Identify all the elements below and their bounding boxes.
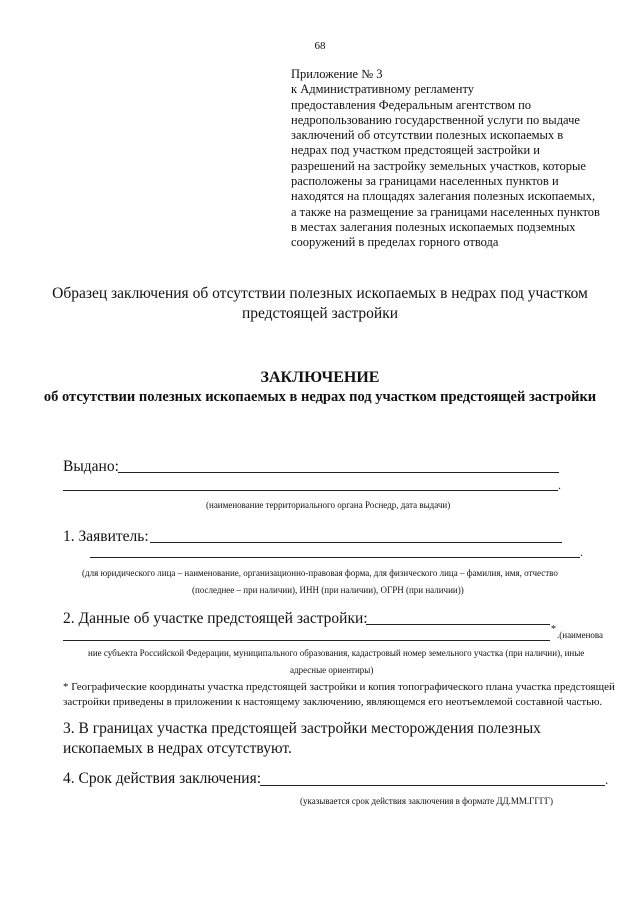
section-3-text: 3. В границах участка предстоящей застройки месторождения полезных ископаемых в недрах отсутствуют.	[63, 720, 541, 757]
document-subtitle: об отсутствии полезных ископаемых в недрах под участком предстоящей застройки	[43, 389, 597, 405]
annex-line: а также на размещение за границами населенных пунктов	[291, 204, 600, 219]
applicant-label: 1. Заявитель:	[63, 528, 149, 545]
applicant-end-mark: .	[580, 545, 583, 559]
annex-line: предоставления Федеральным агентством по	[291, 97, 532, 112]
site-caption-3: адресные ориентиры)	[290, 665, 374, 675]
applicant-field-line-2[interactable]	[90, 557, 580, 558]
issued-caption: (наименование территориального органа Роснедр, дата выдачи)	[206, 500, 451, 510]
annex-line: расположены за границами населенных пунктов и	[291, 174, 559, 189]
applicant-caption-2: (последнее – при наличии), ИНН (при наличии), ОГРН (при наличии))	[192, 585, 464, 595]
annex-line: к Административному регламенту	[291, 82, 475, 97]
issued-field-line[interactable]	[118, 472, 559, 473]
annex-line: недропользованию государственной услуги по выдаче	[291, 112, 580, 127]
validity-field-line[interactable]	[260, 785, 605, 786]
issued-end-mark: .	[558, 478, 561, 492]
document-title: ЗАКЛЮЧЕНИЕ	[260, 369, 380, 386]
site-footnote-mark: *	[551, 624, 556, 635]
site-field-line-2[interactable]	[63, 640, 550, 641]
validity-end-mark: .	[605, 772, 609, 787]
site-caption-1: .(наименова	[557, 630, 604, 640]
sample-title: Образец заключения об отсутствии полезных ископаемых в недрах под участком предстоящей застройки	[52, 285, 588, 322]
site-label: 2. Данные об участке предстоящей застройки:	[63, 610, 368, 627]
annex-line: сооружений в пределах горного отвода	[291, 235, 499, 250]
page-number: 68	[314, 40, 326, 52]
annex-line: находятся на площадях залегания полезных ископаемых,	[291, 189, 596, 204]
applicant-caption-1: (для юридического лица – наименование, организационно-правовая форма, для физического лица – фамилия, имя, отчество	[82, 568, 558, 578]
issued-field-line-2[interactable]	[63, 490, 558, 491]
validity-caption: (указывается срок действия заключения в формате ДД.ММ.ГГГГ)	[300, 796, 553, 806]
site-footnote: * Географические координаты участка предстоящей застройки и копия топографического плана участка предстоящей застройки приведены в приложении к настоящему заключению, являющемся его неотъемлемой составной частью.	[63, 681, 615, 708]
issued-label: Выдано:	[63, 458, 119, 475]
annex-line: заключений об отсутствии полезных ископаемых в	[291, 128, 564, 143]
site-field-line[interactable]	[366, 624, 550, 625]
annex-header	[291, 67, 600, 251]
annex-line: Приложение № 3	[291, 67, 383, 81]
annex-line: в местах залегания полезных ископаемых подземных	[291, 219, 576, 234]
annex-line: недрах под участком предстоящей застройки и	[291, 143, 540, 158]
site-caption-2: ние субъекта Российской Федерации, муниципального образования, кадастровый номер земельного участка (при наличии), иные	[88, 648, 585, 658]
applicant-field-line[interactable]	[150, 542, 562, 543]
annex-line: разрешений на застройку земельных участков, которые	[291, 158, 586, 173]
validity-label: 4. Срок действия заключения:	[63, 770, 262, 787]
